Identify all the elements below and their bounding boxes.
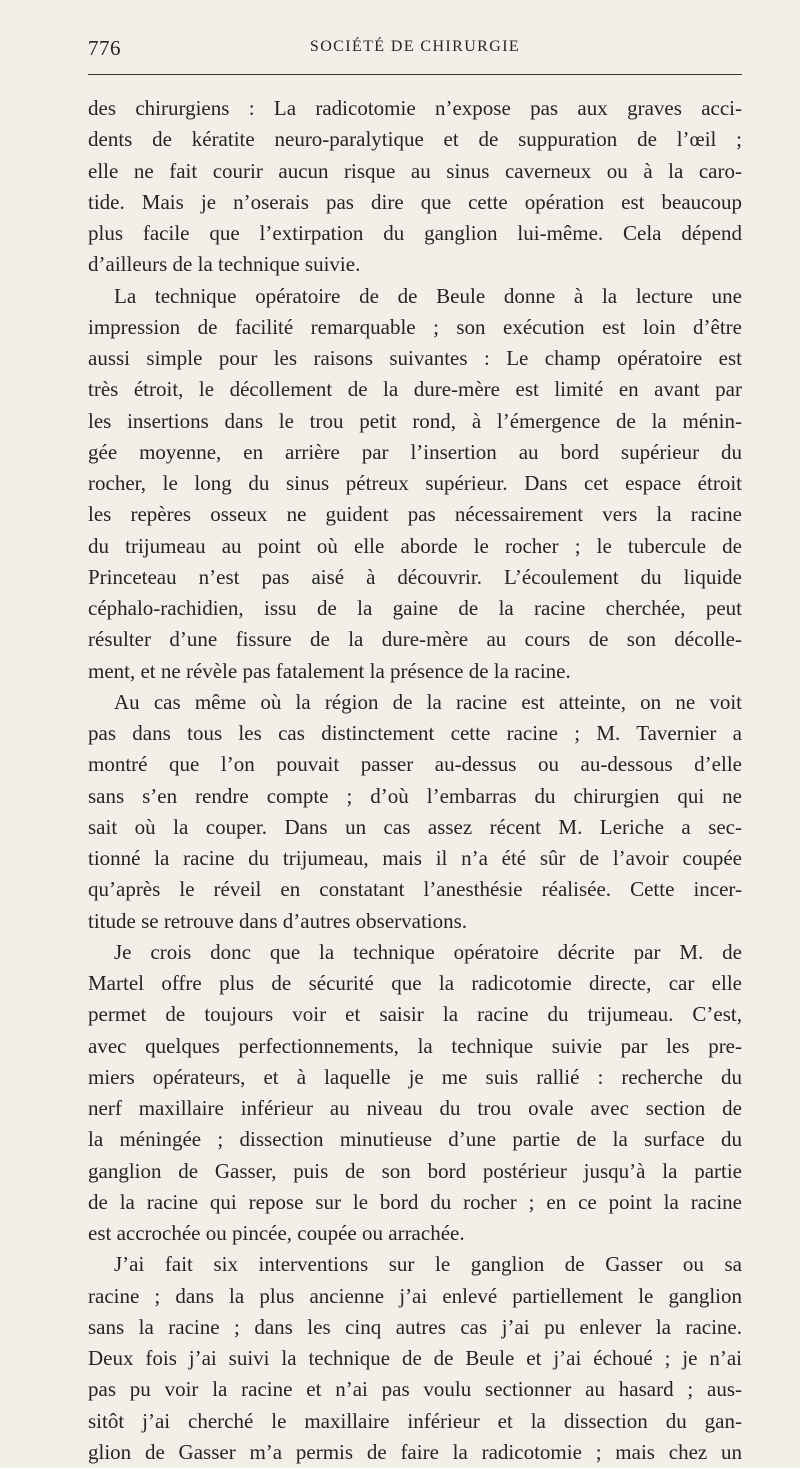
text-line: avec quelques perfectionnements, la technique suivie par les pre-: [88, 1033, 742, 1058]
paragraph: [88, 937, 742, 1250]
text-line: sitôt j’ai cherché le maxillaire inférieur et la dissection du gan-: [88, 1408, 742, 1433]
text-line: d’ailleurs de la technique suivie.: [88, 252, 361, 277]
text-line: ment, et ne révèle pas fatalement la présence de la racine.: [88, 658, 571, 683]
paragraph: [88, 93, 742, 281]
running-title: SOCIÉTÉ DE CHIRURGIE: [309, 38, 521, 55]
text-line: ganglion de Gasser, puis de son bord postérieur jusqu’à la partie: [88, 1158, 742, 1183]
text-line: sans la racine ; dans les cinq autres cas j’ai pu enlever la racine.: [88, 1314, 742, 1339]
page-header: [88, 36, 742, 66]
text-line: Au cas même où la région de la racine est atteinte, on ne voit: [114, 689, 742, 714]
text-line: résulter d’une fissure de la dure-mère au cours de son décolle-: [88, 627, 742, 652]
text-line: Je crois donc que la technique opératoire décrite par M. de: [114, 939, 742, 964]
header-rule: [88, 74, 742, 75]
text-line: du trijumeau au point où elle aborde le rocher ; le tubercule de: [88, 533, 742, 558]
text-line: elle ne fait courir aucun risque au sinus caverneux ou à la caro-: [88, 158, 742, 183]
text-line: sans s’en rendre compte ; d’où l’embarras du chirurgien qui ne: [88, 783, 742, 808]
text-line: les repères osseux ne guident pas nécessairement vers la racine: [88, 502, 742, 527]
text-line: Princeteau n’est pas aisé à découvrir. L’écoulement du liquide: [88, 564, 742, 589]
text-line: gée moyenne, en arrière par l’insertion au bord supérieur du: [88, 439, 742, 464]
text-line: tide. Mais je n’oserais pas dire que cette opération est beaucoup: [88, 189, 742, 214]
text-line: sait où la couper. Dans un cas assez récent M. Leriche a sec-: [88, 814, 742, 839]
text-line: très étroit, le décollement de la dure-mère est limité en avant par: [88, 377, 742, 402]
text-line: nerf maxillaire inférieur au niveau du trou ovale avec section de: [88, 1096, 742, 1120]
text-line: pas pu voir la racine et n’ai pas voulu sectionner au hasard ; aus-: [88, 1377, 742, 1402]
paragraph: [88, 687, 742, 937]
body-text: [88, 93, 742, 1468]
text-line: est accrochée ou pincée, coupée ou arrachée.: [88, 1221, 465, 1245]
text-line: Deux fois j’ai suivi la technique de de Beule et j’ai échoué ; je n’ai: [88, 1346, 742, 1370]
text-line: racine ; dans la plus ancienne j’ai enlevé partiellement le ganglion: [88, 1283, 742, 1308]
text-line: titude se retrouve dans d’autres observations.: [88, 908, 468, 933]
text-line: des chirurgiens : La radicotomie n’expose pas aux graves acci-: [88, 96, 742, 120]
text-line: montré que l’on pouvait passer au-dessus ou au-dessous d’elle: [88, 752, 742, 777]
text-line: glion de Gasser m’a permis de faire la radicotomie ; mais chez un: [88, 1439, 742, 1464]
paragraph: [88, 1249, 742, 1468]
paragraph: [88, 281, 742, 687]
text-line: plus facile que l’extirpation du ganglion lui-même. Cela dépend: [88, 221, 742, 245]
text-line: les insertions dans le trou petit rond, à l’émergence de la ménin-: [88, 408, 742, 433]
text-line: tionné la racine du trijumeau, mais il n’a été sûr de l’avoir coupée: [88, 846, 742, 870]
text-line: de la racine qui repose sur le bord du rocher ; en ce point la racine: [88, 1189, 742, 1214]
text-line: permet de toujours voir et saisir la racine du trijumeau. C’est,: [88, 1002, 742, 1027]
text-line: dents de kératite neuro-paralytique et de suppuration de l’œil ;: [88, 127, 742, 152]
text-line: la méningée ; dissection minutieuse d’une partie de la surface du: [88, 1127, 742, 1152]
text-line: céphalo-rachidien, issu de la gaine de la racine cherchée, peut: [88, 596, 742, 620]
text-line: rocher, le long du sinus pétreux supérieur. Dans cet espace étroit: [88, 471, 742, 495]
text-line: aussi simple pour les raisons suivantes : Le champ opératoire est: [88, 346, 742, 370]
text-line: La technique opératoire de de Beule donne à la lecture une: [114, 283, 742, 308]
text-line: pas dans tous les cas distinctement cette racine ; M. Tavernier a: [88, 721, 742, 745]
page-number: 776: [88, 36, 121, 60]
text-line: J’ai fait six interventions sur le ganglion de Gasser ou sa: [114, 1252, 742, 1277]
text-line: miers opérateurs, et à laquelle je me suis rallié : recherche du: [88, 1064, 742, 1089]
text-line: qu’après le réveil en constatant l’anesthésie réalisée. Cette incer-: [88, 877, 742, 902]
text-line: impression de facilité remarquable ; son exécution est loin d’être: [88, 314, 742, 339]
text-line: Martel offre plus de sécurité que la radicotomie directe, car elle: [88, 971, 742, 995]
